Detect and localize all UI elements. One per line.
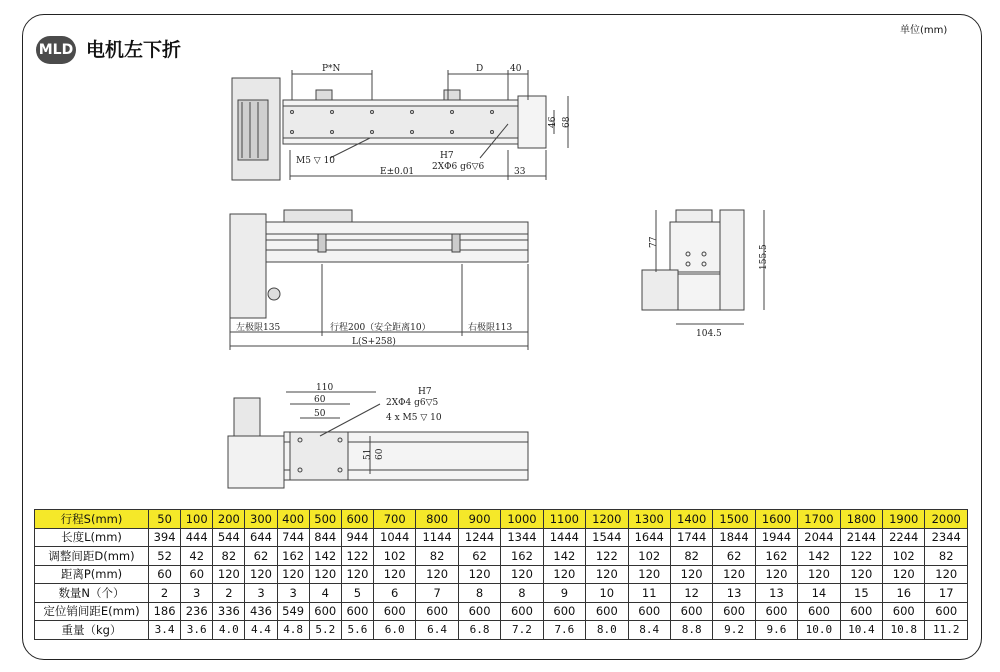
table-cell: 11.2 bbox=[925, 621, 968, 640]
table-cell: 13 bbox=[713, 584, 755, 603]
table-cell: 1144 bbox=[416, 528, 458, 547]
table-cell: 5 bbox=[341, 584, 373, 603]
table-cell: 9.6 bbox=[755, 621, 797, 640]
table-cell: 7.2 bbox=[501, 621, 543, 640]
dim-77: 77 bbox=[649, 236, 659, 248]
table-cell: 1944 bbox=[755, 528, 797, 547]
table-cell: 8.4 bbox=[628, 621, 670, 640]
dim-stroke: 行程200（安全距离10） bbox=[330, 323, 431, 333]
model-badge: MLD bbox=[36, 36, 76, 64]
table-cell: 17 bbox=[925, 584, 968, 603]
table-cell: 644 bbox=[245, 528, 277, 547]
table-cell: 162 bbox=[755, 547, 797, 566]
table-cell: 600 bbox=[713, 602, 755, 621]
table-cell: 62 bbox=[458, 547, 500, 566]
table-cell: 1400 bbox=[670, 510, 712, 529]
table-cell: 120 bbox=[543, 565, 585, 584]
table-cell: 394 bbox=[149, 528, 181, 547]
table-cell: 1700 bbox=[798, 510, 840, 529]
row-label: 长度L(mm) bbox=[35, 528, 149, 547]
table-cell: 120 bbox=[925, 565, 968, 584]
table-cell: 122 bbox=[840, 547, 882, 566]
table-cell: 2044 bbox=[798, 528, 840, 547]
row-label: 重量（kg） bbox=[35, 621, 149, 640]
row-label: 调整间距D(mm) bbox=[35, 547, 149, 566]
table-cell: 600 bbox=[628, 602, 670, 621]
table-cell: 9 bbox=[543, 584, 585, 603]
table-cell: 800 bbox=[416, 510, 458, 529]
table-cell: 700 bbox=[373, 510, 415, 529]
table-cell: 120 bbox=[755, 565, 797, 584]
dim-right-limit: 右极限113 bbox=[468, 323, 513, 333]
table-cell: 9.2 bbox=[713, 621, 755, 640]
dim-d: D bbox=[476, 64, 484, 74]
table-cell: 4 bbox=[309, 584, 341, 603]
dim-left-limit: 左极限135 bbox=[236, 323, 281, 333]
dim-155: 155.5 bbox=[759, 244, 769, 270]
table-cell: 600 bbox=[309, 602, 341, 621]
table-cell: 13 bbox=[755, 584, 797, 603]
dim-110: 110 bbox=[316, 383, 334, 393]
table-cell: 15 bbox=[840, 584, 882, 603]
table-cell: 1100 bbox=[543, 510, 585, 529]
table-cell: 162 bbox=[501, 547, 543, 566]
table-cell: 122 bbox=[586, 547, 628, 566]
dim-length: L(S+258) bbox=[352, 337, 396, 347]
table-cell: 8.8 bbox=[670, 621, 712, 640]
table-cell: 60 bbox=[149, 565, 181, 584]
table-cell: 1644 bbox=[628, 528, 670, 547]
table-cell: 14 bbox=[798, 584, 840, 603]
note-pin: 2XΦ6 g6▽6 bbox=[432, 162, 485, 172]
table-cell: 7.6 bbox=[543, 621, 585, 640]
table-cell: 102 bbox=[628, 547, 670, 566]
table-cell: 7 bbox=[416, 584, 458, 603]
table-cell: 120 bbox=[840, 565, 882, 584]
table-cell: 236 bbox=[181, 602, 213, 621]
table-cell: 5.2 bbox=[309, 621, 341, 640]
table-cell: 3 bbox=[181, 584, 213, 603]
table-cell: 142 bbox=[798, 547, 840, 566]
table-cell: 200 bbox=[213, 510, 245, 529]
table-cell: 600 bbox=[373, 602, 415, 621]
row-label: 定位销间距E(mm) bbox=[35, 602, 149, 621]
table-cell: 120 bbox=[713, 565, 755, 584]
table-cell: 300 bbox=[245, 510, 277, 529]
table-cell: 120 bbox=[586, 565, 628, 584]
table-cell: 16 bbox=[883, 584, 925, 603]
table-cell: 1200 bbox=[586, 510, 628, 529]
table-cell: 1844 bbox=[713, 528, 755, 547]
table-cell: 1444 bbox=[543, 528, 585, 547]
table-row bbox=[35, 621, 968, 640]
dim-pn: P*N bbox=[322, 64, 341, 74]
dim-e: E±0.01 bbox=[380, 167, 415, 177]
dim-46: 46 bbox=[548, 116, 558, 128]
table-cell: 336 bbox=[213, 602, 245, 621]
note-h7: H7 bbox=[440, 151, 454, 161]
table-cell: 3 bbox=[245, 584, 277, 603]
table-cell: 50 bbox=[149, 510, 181, 529]
table-cell: 600 bbox=[586, 602, 628, 621]
table-cell: 162 bbox=[277, 547, 309, 566]
table-cell: 120 bbox=[277, 565, 309, 584]
table-cell: 100 bbox=[181, 510, 213, 529]
table-cell: 6.8 bbox=[458, 621, 500, 640]
top-view bbox=[232, 64, 572, 180]
table-cell: 2244 bbox=[883, 528, 925, 547]
table-cell: 102 bbox=[373, 547, 415, 566]
table-cell: 120 bbox=[213, 565, 245, 584]
table-cell: 120 bbox=[373, 565, 415, 584]
table-cell: 4.8 bbox=[277, 621, 309, 640]
table-cell: 600 bbox=[458, 602, 500, 621]
table-cell: 82 bbox=[670, 547, 712, 566]
table-cell: 2144 bbox=[840, 528, 882, 547]
table-cell: 600 bbox=[341, 602, 373, 621]
table-cell: 10 bbox=[586, 584, 628, 603]
table-cell: 600 bbox=[883, 602, 925, 621]
table-cell: 1900 bbox=[883, 510, 925, 529]
table-cell: 3.6 bbox=[181, 621, 213, 640]
table-cell: 186 bbox=[149, 602, 181, 621]
table-cell: 600 bbox=[798, 602, 840, 621]
table-cell: 600 bbox=[543, 602, 585, 621]
table-cell: 60 bbox=[181, 565, 213, 584]
table-cell: 10.4 bbox=[840, 621, 882, 640]
table-cell: 3.4 bbox=[149, 621, 181, 640]
table-cell: 549 bbox=[277, 602, 309, 621]
table-cell: 120 bbox=[341, 565, 373, 584]
table-cell: 62 bbox=[713, 547, 755, 566]
table-cell: 6.4 bbox=[416, 621, 458, 640]
table-cell: 4.0 bbox=[213, 621, 245, 640]
table-cell: 1300 bbox=[628, 510, 670, 529]
table-cell: 142 bbox=[543, 547, 585, 566]
table-cell: 1000 bbox=[501, 510, 543, 529]
table-cell: 600 bbox=[670, 602, 712, 621]
table-cell: 142 bbox=[309, 547, 341, 566]
table-cell: 744 bbox=[277, 528, 309, 547]
table-cell: 120 bbox=[416, 565, 458, 584]
end-view bbox=[642, 210, 769, 339]
carriage-view bbox=[228, 383, 528, 488]
table-cell: 600 bbox=[755, 602, 797, 621]
table-cell: 1600 bbox=[755, 510, 797, 529]
table-cell: 600 bbox=[501, 602, 543, 621]
table-cell: 844 bbox=[309, 528, 341, 547]
table-cell: 120 bbox=[670, 565, 712, 584]
note-m5: M5 ▽ 10 bbox=[296, 156, 336, 166]
table-cell: 2 bbox=[149, 584, 181, 603]
table-row bbox=[35, 584, 968, 603]
table-cell: 42 bbox=[181, 547, 213, 566]
table-cell: 52 bbox=[149, 547, 181, 566]
table-cell: 900 bbox=[458, 510, 500, 529]
table-cell: 2 bbox=[213, 584, 245, 603]
table-cell: 120 bbox=[245, 565, 277, 584]
table-cell: 8 bbox=[458, 584, 500, 603]
table-cell: 82 bbox=[416, 547, 458, 566]
table-cell: 4.4 bbox=[245, 621, 277, 640]
table-cell: 2344 bbox=[925, 528, 968, 547]
table-cell: 600 bbox=[925, 602, 968, 621]
table-cell: 2000 bbox=[925, 510, 968, 529]
table-cell: 500 bbox=[309, 510, 341, 529]
side-view bbox=[230, 210, 528, 350]
table-cell: 8.0 bbox=[586, 621, 628, 640]
table-row bbox=[35, 547, 968, 566]
page-title: 电机左下折 bbox=[86, 39, 182, 61]
table-cell: 600 bbox=[416, 602, 458, 621]
dim-33: 33 bbox=[514, 167, 526, 177]
spec-table bbox=[34, 509, 968, 640]
table-cell: 600 bbox=[341, 510, 373, 529]
table-cell: 120 bbox=[883, 565, 925, 584]
table-cell: 1344 bbox=[501, 528, 543, 547]
table-cell: 6.0 bbox=[373, 621, 415, 640]
table-cell: 436 bbox=[245, 602, 277, 621]
table-cell: 10.8 bbox=[883, 621, 925, 640]
table-row bbox=[35, 565, 968, 584]
dim-40: 40 bbox=[510, 64, 522, 74]
table-cell: 1744 bbox=[670, 528, 712, 547]
table-cell: 11 bbox=[628, 584, 670, 603]
dim-68: 68 bbox=[562, 116, 572, 128]
table-cell: 1044 bbox=[373, 528, 415, 547]
table-cell: 544 bbox=[213, 528, 245, 547]
table-cell: 102 bbox=[883, 547, 925, 566]
table-cell: 3 bbox=[277, 584, 309, 603]
table-cell: 120 bbox=[501, 565, 543, 584]
table-cell: 82 bbox=[925, 547, 968, 566]
table-cell: 944 bbox=[341, 528, 373, 547]
table-cell: 82 bbox=[213, 547, 245, 566]
row-label: 数量N（个） bbox=[35, 584, 149, 603]
table-cell: 5.6 bbox=[341, 621, 373, 640]
table-cell: 10.0 bbox=[798, 621, 840, 640]
table-header-row bbox=[35, 510, 968, 529]
table-cell: 1244 bbox=[458, 528, 500, 547]
table-cell: 444 bbox=[181, 528, 213, 547]
table-cell: 600 bbox=[840, 602, 882, 621]
table-cell: 400 bbox=[277, 510, 309, 529]
dim-51: 51 bbox=[363, 448, 373, 460]
table-cell: 120 bbox=[798, 565, 840, 584]
row-label: 行程S(mm) bbox=[35, 510, 149, 529]
table-cell: 120 bbox=[628, 565, 670, 584]
unit-label: 单位(mm) bbox=[900, 25, 948, 36]
note-holes: 4 x M5 ▽ 10 bbox=[386, 413, 442, 423]
table-cell: 8 bbox=[501, 584, 543, 603]
note-pin-2: 2XΦ4 g6▽5 bbox=[386, 398, 439, 408]
dim-60: 60 bbox=[314, 395, 326, 405]
dim-50: 50 bbox=[314, 409, 326, 419]
table-cell: 62 bbox=[245, 547, 277, 566]
table-cell: 1544 bbox=[586, 528, 628, 547]
row-label: 距离P(mm) bbox=[35, 565, 149, 584]
dim-104: 104.5 bbox=[696, 329, 722, 339]
dim-60v: 60 bbox=[375, 448, 385, 460]
table-cell: 120 bbox=[309, 565, 341, 584]
table-cell: 12 bbox=[670, 584, 712, 603]
table-cell: 1500 bbox=[713, 510, 755, 529]
table-cell: 1800 bbox=[840, 510, 882, 529]
table-row bbox=[35, 528, 968, 547]
table-cell: 120 bbox=[458, 565, 500, 584]
table-cell: 6 bbox=[373, 584, 415, 603]
table-cell: 122 bbox=[341, 547, 373, 566]
table-row bbox=[35, 602, 968, 621]
note-h7-2: H7 bbox=[418, 387, 432, 397]
